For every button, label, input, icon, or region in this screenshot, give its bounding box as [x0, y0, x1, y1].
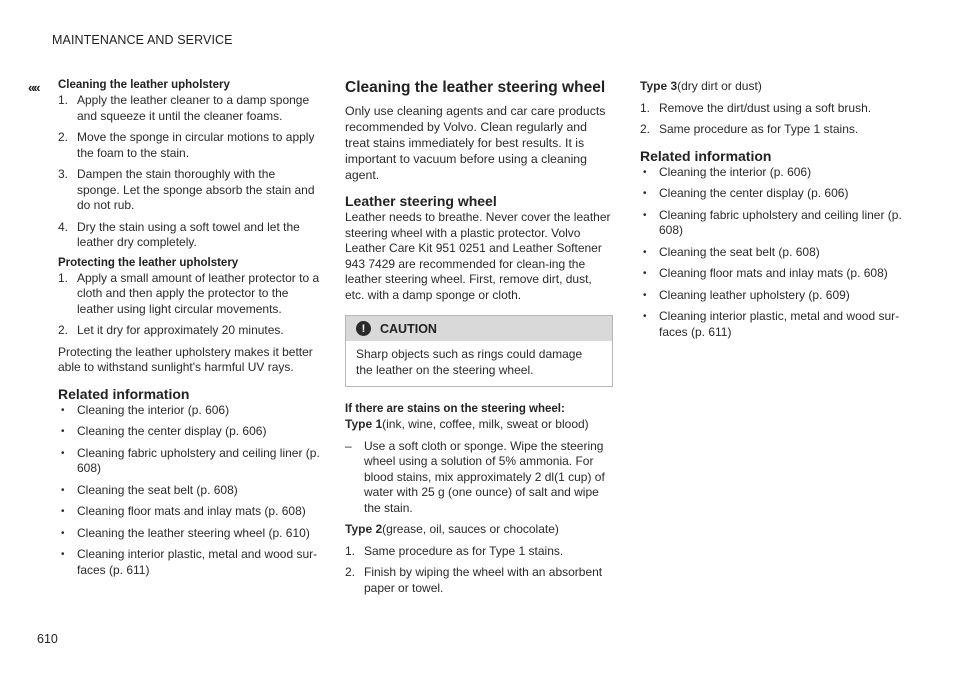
step-number: 4.	[58, 219, 69, 234]
related-link[interactable]	[58, 526, 320, 542]
caution-text: Sharp objects such as rings could damage the leather on the steering wheel.	[356, 347, 583, 377]
continued-icon: ««	[28, 80, 39, 95]
bullet-icon: •	[61, 506, 65, 517]
related-link[interactable]	[58, 403, 320, 419]
step-number: 2.	[345, 565, 356, 579]
related-link[interactable]	[640, 309, 912, 340]
list-item	[58, 93, 320, 124]
step-text: Finish by wiping the wheel with an absorbent paper or towel.	[364, 565, 603, 595]
related-link[interactable]	[640, 288, 912, 304]
related-information-title: Related information	[58, 385, 190, 402]
list-item	[345, 439, 613, 517]
bullet-icon: •	[643, 311, 647, 322]
caution-title: CAUTION	[380, 321, 437, 336]
list-item	[58, 220, 320, 251]
step-text: Same procedure as for Type 1 stains.	[364, 543, 564, 558]
related-link-text[interactable]: Cleaning the center display (p. 606)	[659, 186, 849, 200]
related-link-text[interactable]: Cleaning the center display (p. 606)	[77, 424, 267, 438]
type2-steps	[345, 544, 613, 597]
type3-line	[640, 79, 912, 95]
heading-cleaning-leather-upholstery: Cleaning the leather upholstery	[58, 79, 230, 91]
column-2	[345, 79, 613, 602]
related-link-text[interactable]: Cleaning interior plastic, metal and wood sur-faces (p. 611)	[77, 547, 318, 577]
step-text: Same procedure as for Type 1 stains.	[659, 122, 859, 136]
related-link[interactable]	[58, 424, 320, 440]
related-list	[640, 165, 912, 341]
list-item	[345, 544, 613, 560]
caution-header	[346, 316, 612, 341]
type3-label: Type 3	[640, 79, 678, 93]
type1-label: Type 1	[345, 417, 383, 431]
bullet-icon: •	[643, 166, 647, 178]
bullet-icon: •	[643, 268, 647, 279]
related-link[interactable]	[58, 547, 320, 578]
step-number: 1.	[345, 543, 356, 558]
related-link-text[interactable]: Cleaning floor mats and inlay mats (p. 608)	[659, 266, 888, 280]
related-link-text[interactable]: Cleaning floor mats and inlay mats (p. 608)	[77, 504, 306, 518]
related-link[interactable]	[640, 245, 912, 261]
list-item	[58, 323, 320, 339]
bullet-icon: •	[61, 404, 65, 416]
page-number: 610	[37, 632, 58, 646]
step-text: Move the sponge in circular motions to apply the foam to the stain.	[77, 130, 315, 160]
type2-line	[345, 522, 613, 538]
list-item	[58, 271, 320, 318]
step-text: Dry the stain using a soft towel and let the leather dry completely.	[77, 219, 300, 249]
related-link[interactable]	[640, 208, 912, 239]
type1-line	[345, 417, 613, 433]
related-link[interactable]	[640, 266, 912, 282]
leather-paragraph: Leather needs to breathe. Never cover the leather steering wheel with a plastic protector. Volvo Leather Care Kit 951 0251 and Leather Softener 943 7429 are recommended for clean-ing the leather steering wheel. First, remove dirt, dust, etc. with a damp sponge or cloth.	[345, 210, 611, 302]
related-list	[58, 403, 320, 579]
list-item	[345, 565, 613, 596]
section-header: MAINTENANCE AND SERVICE	[52, 33, 233, 47]
bullet-icon: •	[643, 289, 647, 301]
related-link-text[interactable]: Cleaning the seat belt (p. 608)	[77, 482, 238, 497]
bullet-icon: •	[61, 484, 65, 496]
type2-label: Type 2	[345, 522, 383, 536]
related-link[interactable]	[58, 483, 320, 499]
related-information-title: Related information	[640, 147, 772, 164]
dash-marker: –	[345, 438, 352, 453]
list-item	[640, 122, 912, 138]
type1-text: (ink, wine, coffee, milk, sweat or blood)	[382, 417, 589, 431]
step-text: Use a soft cloth or sponge. Wipe the steering wheel using a solution of 5% ammonia. For blood stains, mix approximately 2 dl(1 cup) of water with 25 g (one ounce) of salt and wipe the stain.	[364, 438, 605, 515]
related-link-text[interactable]: Cleaning fabric upholstery and ceiling liner (p. 608)	[659, 207, 902, 237]
column-1	[58, 79, 320, 584]
section-title: Cleaning the leather steering wheel	[345, 79, 606, 96]
step-number: 1.	[58, 93, 69, 107]
bullet-icon: •	[643, 246, 647, 258]
caution-box	[345, 315, 613, 387]
list-item	[58, 167, 320, 214]
heading-stains: If there are stains on the steering wheel:	[345, 403, 565, 415]
related-link[interactable]	[58, 504, 320, 520]
exclamation-circle-icon: !	[356, 321, 371, 336]
column-3	[640, 79, 912, 346]
intro-paragraph: Only use cleaning agents and car care products recommended by Volvo. Clean regularly and treat stains immediately for best results. It is important to vacuum before using a cleaning agent.	[345, 104, 606, 182]
related-link[interactable]	[58, 446, 320, 477]
step-number: 1.	[640, 100, 651, 115]
step-text: Dampen the stain thoroughly with the sponge. Let the sponge absorb the stain and do not rub.	[77, 167, 315, 212]
step-number: 3.	[58, 167, 69, 181]
cleaning-steps	[58, 93, 320, 251]
related-link-text[interactable]: Cleaning the leather steering wheel (p. 610)	[77, 525, 310, 540]
step-number: 2.	[58, 323, 69, 337]
step-text: Apply the leather cleaner to a damp sponge and squeeze it until the cleaner foams.	[77, 93, 310, 123]
related-link-text[interactable]: Cleaning the seat belt (p. 608)	[659, 244, 820, 259]
bullet-icon: •	[61, 447, 65, 459]
heading-protecting-leather-upholstery: Protecting the leather upholstery	[58, 256, 239, 269]
step-text: Let it dry for approximately 20 minutes.	[77, 323, 284, 337]
type3-steps	[640, 101, 912, 138]
related-link-text[interactable]: Cleaning leather upholstery (p. 609)	[659, 287, 850, 302]
type2-text: (grease, oil, sauces or chocolate)	[382, 522, 559, 536]
protecting-steps	[58, 271, 320, 339]
step-number: 2.	[640, 122, 651, 136]
type3-text: (dry dirt or dust)	[677, 79, 762, 93]
protect-paragraph: Protecting the leather upholstery makes it better able to withstand sunlight's harmful UV rays.	[58, 344, 313, 374]
bullet-icon: •	[61, 527, 65, 539]
type1-steps	[345, 439, 613, 517]
bullet-icon: •	[61, 549, 65, 560]
step-number: 1.	[58, 270, 69, 285]
step-text: Apply a small amount of leather protector to a cloth and then apply the protector to the leather using light circular movements.	[77, 270, 320, 316]
step-number: 2.	[58, 130, 69, 144]
bullet-icon: •	[643, 209, 647, 221]
related-link-text[interactable]: Cleaning fabric upholstery and ceiling liner (p. 608)	[77, 445, 320, 475]
related-link-text[interactable]: Cleaning the interior (p. 606)	[77, 402, 230, 417]
bullet-icon: •	[643, 188, 647, 199]
related-link-text[interactable]: Cleaning interior plastic, metal and wood sur-faces (p. 611)	[659, 309, 900, 339]
step-text: Remove the dirt/dust using a soft brush.	[659, 100, 872, 115]
related-link[interactable]	[640, 186, 912, 202]
list-item	[640, 101, 912, 117]
bullet-icon: •	[61, 426, 65, 437]
related-link[interactable]	[640, 165, 912, 181]
heading-leather-steering-wheel: Leather steering wheel	[345, 193, 497, 209]
list-item	[58, 130, 320, 161]
related-link-text[interactable]: Cleaning the interior (p. 606)	[659, 164, 812, 179]
